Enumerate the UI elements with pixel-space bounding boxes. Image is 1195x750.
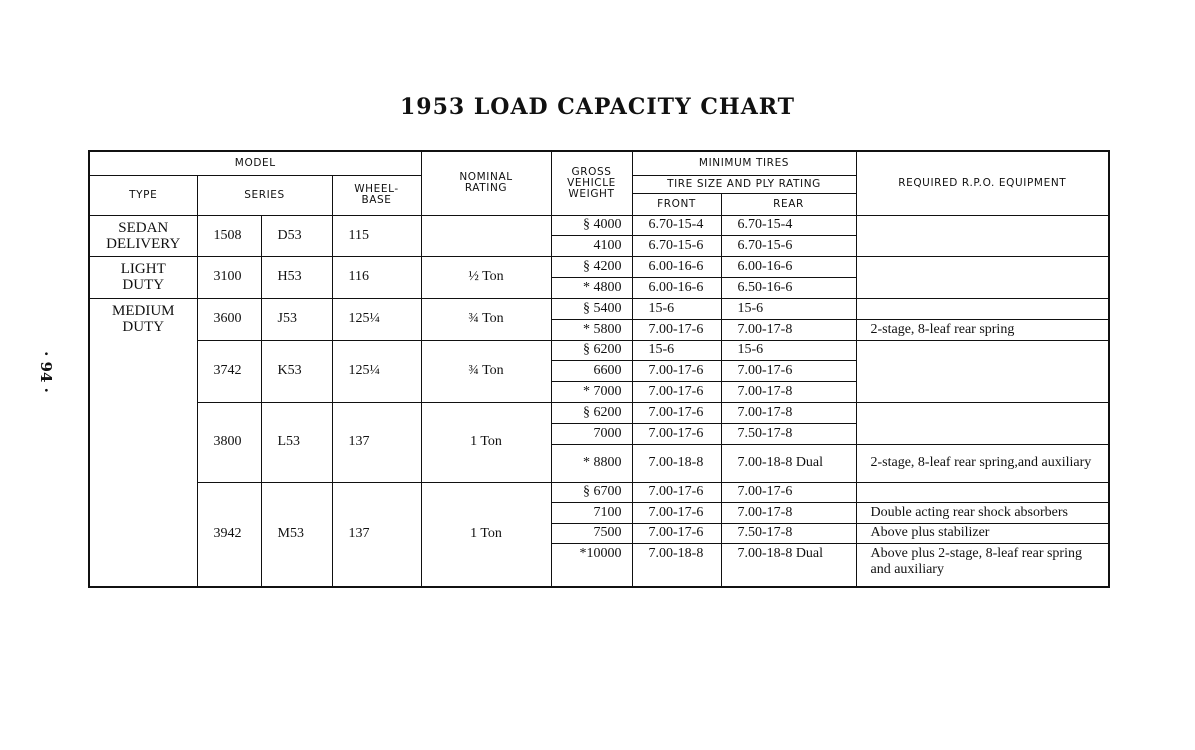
model-number: 3800 [197,402,261,482]
series-code: K53 [261,340,332,402]
equipment-cell [856,256,1109,298]
rear-tire: 7.00-17-8 [721,402,856,423]
rear-tire: 7.00-17-6 [721,360,856,381]
gvw-value: § 6200 [551,340,632,360]
nominal-rating: ¾ Ton [421,298,551,340]
nominal-rating: 1 Ton [421,482,551,587]
rear-tire: 6.00-16-6 [721,256,856,277]
type-cell: SEDAN DELIVERY [89,215,197,256]
gvw-value: 7500 [551,523,632,543]
nominal-rating [421,215,551,256]
header-minimum-tires: MINIMUM TIRES [632,151,856,175]
gvw-value: § 4200 [551,256,632,277]
header-rear: REAR [721,193,856,215]
model-number: 3100 [197,256,261,298]
rear-tire: 6.50-16-6 [721,277,856,298]
front-tire: 7.00-17-6 [632,523,721,543]
series-code: L53 [261,402,332,482]
equipment-cell [856,402,1109,444]
front-tire: 6.70-15-6 [632,235,721,256]
gvw-value: *10000 [551,543,632,587]
gvw-value: § 4000 [551,215,632,235]
load-capacity-table [88,150,1110,588]
model-number: 3600 [197,298,261,340]
nominal-rating: ¾ Ton [421,340,551,402]
equipment-cell: Above plus stabilizer [856,523,1109,543]
equipment-cell [856,215,1109,256]
gvw-value: 6600 [551,360,632,381]
front-tire: 7.00-17-6 [632,319,721,340]
front-tire: 7.00-17-6 [632,482,721,502]
series-code: H53 [261,256,332,298]
front-tire: 7.00-17-6 [632,423,721,444]
rear-tire: 6.70-15-6 [721,235,856,256]
rear-tire: 15-6 [721,340,856,360]
header-wheelbase: WHEEL- BASE [332,175,421,215]
series-code: M53 [261,482,332,587]
front-tire: 7.00-17-6 [632,360,721,381]
gvw-value: § 6200 [551,402,632,423]
wheelbase-value: 125¼ [332,340,421,402]
wheelbase-value: 125¼ [332,298,421,340]
wheelbase-value: 137 [332,482,421,587]
rear-tire: 15-6 [721,298,856,319]
gvw-value: 7000 [551,423,632,444]
front-tire: 7.00-18-8 [632,444,721,482]
equipment-cell: Above plus 2-stage, 8-leaf rear spring and auxiliary [856,543,1109,587]
series-code: J53 [261,298,332,340]
front-tire: 6.70-15-4 [632,215,721,235]
header-series: SERIES [197,175,332,215]
header-model: MODEL [89,151,421,175]
header-nominal-rating: NOMINAL RATING [421,151,551,215]
front-tire: 15-6 [632,298,721,319]
series-code: D53 [261,215,332,256]
equipment-cell [856,340,1109,402]
front-tire: 7.00-18-8 [632,543,721,587]
gvw-value: * 7000 [551,381,632,402]
rear-tire: 6.70-15-4 [721,215,856,235]
equipment-cell [856,482,1109,502]
model-number: 3742 [197,340,261,402]
rear-tire: 7.00-18-8 Dual [721,543,856,587]
gvw-value: * 8800 [551,444,632,482]
gvw-value: 7100 [551,502,632,523]
front-tire: 15-6 [632,340,721,360]
type-cell: MEDIUM DUTY [89,298,197,587]
rear-tire: 7.00-17-8 [721,319,856,340]
page-number: · 94 · [37,351,55,393]
front-tire: 6.00-16-6 [632,256,721,277]
gvw-value: * 5800 [551,319,632,340]
equipment-cell: Double acting rear shock absorbers [856,502,1109,523]
header-equipment: REQUIRED R.P.O. EQUIPMENT [856,151,1109,215]
front-tire: 7.00-17-6 [632,381,721,402]
gvw-value: * 4800 [551,277,632,298]
model-number: 3942 [197,482,261,587]
rear-tire: 7.50-17-8 [721,423,856,444]
rear-tire: 7.00-17-8 [721,381,856,402]
model-number: 1508 [197,215,261,256]
wheelbase-value: 137 [332,402,421,482]
nominal-rating: 1 Ton [421,402,551,482]
front-tire: 6.00-16-6 [632,277,721,298]
wheelbase-value: 116 [332,256,421,298]
wheelbase-value: 115 [332,215,421,256]
type-cell: LIGHT DUTY [89,256,197,298]
rear-tire: 7.00-17-8 [721,502,856,523]
nominal-rating: ½ Ton [421,256,551,298]
front-tire: 7.00-17-6 [632,402,721,423]
equipment-cell: 2-stage, 8-leaf rear spring [856,319,1109,340]
chart-title: 1953 LOAD CAPACITY CHART [399,94,796,120]
front-tire: 7.00-17-6 [632,502,721,523]
rear-tire: 7.00-18-8 Dual [721,444,856,482]
gvw-value: § 5400 [551,298,632,319]
header-tire-size: TIRE SIZE AND PLY RATING [632,175,856,193]
gvw-value: § 6700 [551,482,632,502]
gvw-value: 4100 [551,235,632,256]
equipment-cell [856,298,1109,319]
header-gvw: GROSS VEHICLE WEIGHT [551,151,632,215]
header-front: FRONT [632,193,721,215]
equipment-cell: 2-stage, 8-leaf rear spring,and auxiliary [856,444,1109,482]
rear-tire: 7.50-17-8 [721,523,856,543]
rear-tire: 7.00-17-6 [721,482,856,502]
header-type: TYPE [89,175,197,215]
